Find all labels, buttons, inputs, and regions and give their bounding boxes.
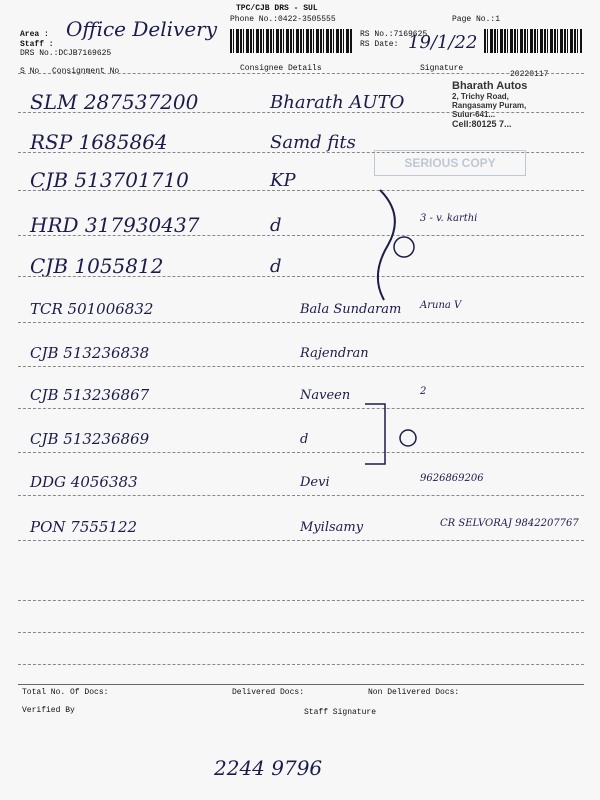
consignee-name: Rajendran: [300, 346, 369, 361]
col-consignee: Consignee Details: [240, 64, 322, 73]
col-signature: Signature: [420, 64, 464, 73]
signature-note: 3 - v. karthi: [420, 213, 478, 224]
row-line: [18, 495, 584, 496]
consignee-name: d: [270, 256, 282, 277]
consignee-name: Myilsamy: [300, 520, 364, 535]
phone-number: Phone No.:0422-3505555: [230, 15, 336, 24]
consignee-name: Naveen: [300, 388, 351, 403]
consignment-number: DDG 4056383: [30, 473, 138, 491]
consignment-number: CJB 513701710: [30, 168, 189, 192]
barcode-left: [230, 29, 352, 53]
consignment-number: PON 7555122: [30, 518, 138, 536]
rs-date-label: RS Date:: [360, 40, 399, 49]
consignee-name: Bharath AUTO: [270, 92, 405, 113]
consignee-name: Samd fits: [270, 132, 356, 153]
row-line-extra-1: [18, 600, 584, 601]
consignment-number: SLM 287537200: [30, 90, 199, 114]
page-number: Page No.:1: [452, 15, 501, 24]
rs-date-value: 19/1/22: [408, 32, 478, 53]
stamp-line-4: Cell:80125 7...: [452, 119, 512, 129]
consignee-name: Devi: [300, 475, 330, 490]
footer-divider: [18, 684, 584, 685]
consignee-name: Bala Sundaram: [300, 302, 402, 317]
row-line: [18, 190, 584, 191]
watermark-stamp: SERIOUS COPY: [374, 150, 526, 176]
row-line: [18, 408, 584, 409]
verified-by-label: Verified By: [22, 706, 75, 715]
consignment-number: TCR 501006832: [30, 300, 154, 318]
total-docs-label: Total No. Of Docs:: [22, 688, 109, 697]
stamp-line-2: Rangasamy Puram,: [452, 101, 527, 110]
bracket-group-2: [365, 400, 425, 470]
consignee-name: KP: [270, 170, 296, 191]
staff-signature-label: Staff Signature: [304, 708, 377, 717]
row-line-extra-3: [18, 664, 584, 665]
delivered-docs-label: Delivered Docs:: [232, 688, 305, 697]
col-sno: S No: [20, 67, 40, 76]
consignment-number: RSP 1685864: [30, 130, 168, 154]
stamp-name: Bharath Autos: [452, 80, 528, 92]
consignment-number: CJB 1055812: [30, 254, 164, 278]
barcode-right: [484, 29, 582, 53]
row-line: [18, 276, 584, 277]
signature-note: 9626869206: [420, 473, 484, 484]
drs-number: DRS No.:DCJB7169625: [20, 49, 112, 58]
company-stamp: [452, 80, 572, 146]
stamp-line-1: 2, Trichy Road,: [452, 92, 509, 101]
row-line-extra-2: [18, 632, 584, 633]
area-value: Office Delivery: [66, 17, 218, 41]
signature-note: Aruna V: [420, 300, 462, 311]
row-line: [18, 452, 584, 453]
date-code: 20220117: [510, 70, 549, 79]
signature-note: CR SELVORAJ 9842207767: [440, 518, 579, 529]
consignment-number: CJB 513236867: [30, 386, 150, 404]
rs-number: RS No.:7169625: [360, 30, 428, 39]
bracket-group-3: [360, 185, 440, 305]
consignee-name: d: [270, 215, 282, 236]
row-line: [18, 235, 584, 236]
staff-label: Staff :: [20, 40, 54, 49]
non-delivered-docs-label: Non Delivered Docs:: [368, 688, 460, 697]
row-line: [18, 112, 584, 113]
col-consignment: Consignment No: [52, 67, 120, 76]
handwritten-number: 2244 9796: [214, 756, 323, 780]
area-label: Area :: [20, 30, 49, 39]
header-divider: [18, 73, 584, 74]
row-line: [18, 322, 584, 323]
consignment-number: CJB 513236838: [30, 344, 150, 362]
signature-note: 2: [420, 386, 427, 397]
stamp-line-3: Sulur-641...: [452, 110, 496, 119]
consignment-number: CJB 513236869: [30, 430, 150, 448]
manifest-title: TPC/CJB DRS - SUL: [236, 4, 318, 13]
row-line: [18, 540, 584, 541]
row-line: [18, 366, 584, 367]
row-line: [18, 152, 584, 153]
consignee-name: d: [300, 432, 309, 447]
consignment-number: HRD 317930437: [30, 213, 200, 237]
